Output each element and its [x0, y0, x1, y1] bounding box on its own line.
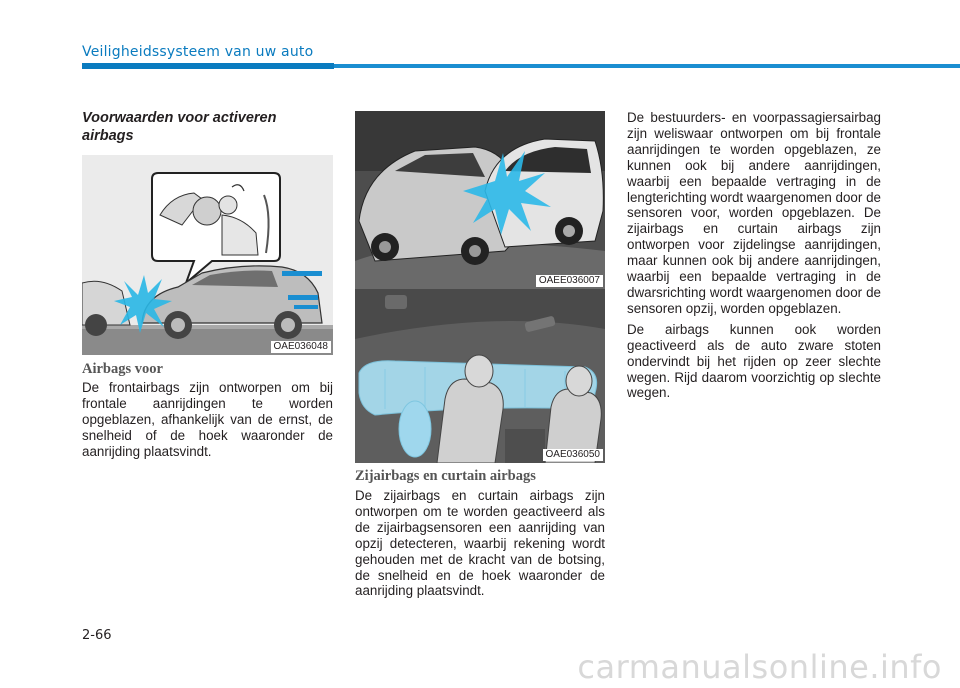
front-airbags-paragraph — [82, 380, 333, 465]
paragraph-2: De airbags kunnen ook worden geactiveerd als de auto zware stoten ondervindt bij het rijden op zeer slechte wegen. Rijd daarom voorzichtig op slechte wegen. — [627, 321, 881, 401]
figure-code: OAE036048 — [271, 341, 332, 353]
side-collision-figure — [355, 111, 605, 289]
side-curtain-airbags-paragraph — [355, 488, 605, 604]
curtain-airbag-figure — [355, 289, 605, 463]
figure-code: OAE036050 — [543, 449, 604, 461]
figure-code: OAEE036007 — [536, 275, 603, 287]
front-collision-illustration — [82, 155, 333, 355]
header-rule — [82, 64, 960, 68]
side-collision-illustration — [355, 111, 605, 289]
front-airbags-heading: Airbags voor — [82, 361, 163, 377]
paragraph: De zijairbags en curtain airbags zijn ontworpen om te worden geactiveerd als de zijairbagsensoren een aanrijding van opzij detecteren, waarbij rekening wordt gehouden met de kracht van de botsing, de snelheid en de hoek waaronder de aanrijding plaatsvindt. — [355, 488, 605, 599]
curtain-airbag-illustration — [355, 289, 605, 463]
front-airbag-figure — [82, 155, 333, 355]
paragraph-1: De bestuurders- en voorpassagiersairbag zijn weliswaar ontworpen om bij frontale aanrijdingen te worden opgeblazen, ze kunnen ook bij andere aanrijdingen, waarbij een bepaalde vertraging in de lengterichting wordt waargenomen door de sensoren voor, worden opgeblazen. De zijairbags en curtain airbags zijn ontworpen voor zijdelingse aanrijdingen, maar kunnen ook bij andere aanrijdingen, waarbij een bepaalde vertraging in de dwarsrichting wordt waargenomen door de sensoren opzij, worden opgeblazen. — [627, 110, 881, 316]
subheading: Voorwaarden voor activeren airbags — [82, 110, 277, 144]
section-header-title: Veiligheidssysteem van uw auto — [82, 44, 314, 60]
side-curtain-airbags-heading: Zijairbags en curtain airbags — [355, 468, 536, 484]
paragraph: De frontairbags zijn ontworpen om bij frontale aanrijdingen te worden opgeblazen, afhankelijk van de ernst, de snelheid of de hoek waaronder de aanrijding plaatsvindt. — [82, 380, 333, 459]
column3-text — [627, 110, 881, 406]
watermark: carmanualsonline.info — [577, 648, 942, 686]
page-number: 2-66 — [82, 628, 112, 643]
